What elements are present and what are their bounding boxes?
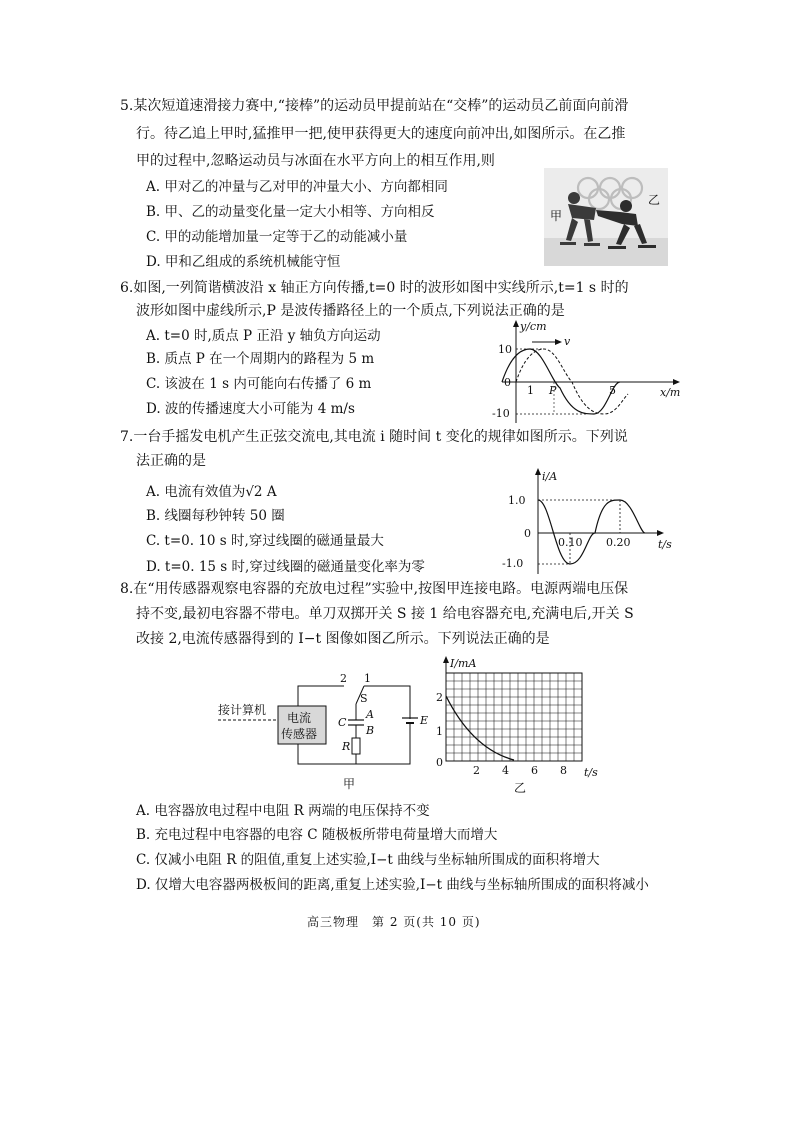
q5-option-d: D. 甲和乙组成的系统机械能守恒	[146, 254, 341, 270]
current-origin: 0	[524, 527, 531, 540]
wave-graph	[488, 318, 688, 428]
q7-line-2: 法正确的是	[136, 453, 206, 469]
q5-option-b: B. 甲、乙的动量变化量一定大小相等、方向相反	[146, 204, 435, 220]
q5-line-3: 甲的过程中,忽略运动员与冰面在水平方向上的相互作用,则	[136, 153, 495, 169]
q6-option-a: A. t=0 时,质点 P 正沿 y 轴负方向运动	[146, 328, 381, 344]
current-t1: 0.10	[558, 536, 583, 549]
page-footer: 高三物理 第 2 页(共 10 页)	[307, 915, 481, 929]
capacitor-label: C	[338, 716, 347, 729]
discharge-x-6: 6	[531, 764, 538, 777]
q7-option-d: D. t=0. 15 s 时,穿过线圈的磁通量变化率为零	[146, 559, 425, 575]
terminal-2-label: 2	[340, 672, 347, 685]
discharge-x-4: 4	[502, 764, 509, 777]
q6-line-1: 6.如图,一列简谐横波沿 x 轴正方向传播,t=0 时的波形如图中实线所示,t=1 s 时的	[120, 280, 629, 296]
discharge-graph	[418, 656, 604, 796]
q7-option-b: B. 线圈每秒钟转 50 圈	[146, 508, 285, 524]
q5-line-2: 行。待乙追上甲时,猛推甲一把,使甲获得更大的速度向前冲出,如图所示。在乙推	[136, 126, 626, 142]
q7-line-1: 7.一台手摇发电机产生正弦交流电,其电流 i 随时间 t 变化的规律如图所示。下列说	[120, 429, 628, 445]
wave-y-bottom: -10	[492, 407, 510, 420]
photo-label-yi: 乙	[648, 193, 661, 207]
circuit-diagram	[218, 668, 438, 794]
discharge-y-2: 2	[436, 691, 443, 704]
sensor-label-2: 传感器	[281, 727, 318, 741]
q6-option-d: D. 波的传播速度大小可能为 4 m/s	[146, 401, 355, 417]
photo-label-jia: 甲	[550, 209, 563, 223]
wave-x-axis-label: x/m	[660, 386, 681, 399]
wave-velocity-label: v	[564, 335, 571, 348]
current-y-bottom: -1.0	[502, 557, 524, 570]
current-y-top: 1.0	[508, 494, 526, 507]
q7-option-c: C. t=0. 10 s 时,穿过线圈的磁通量最大	[146, 533, 384, 549]
circuit-computer-label: 接计算机	[218, 703, 267, 717]
discharge-caption: 乙	[514, 781, 527, 795]
resistor	[352, 738, 360, 754]
discharge-curve	[446, 696, 514, 760]
wave-point-p: P	[549, 384, 557, 397]
wave-x-5: 5	[609, 384, 616, 397]
q5-line-1: 5.某次短道速滑接力赛中,“接棒”的运动员甲提前站在“交棒”的运动员乙前面向前滑	[120, 98, 629, 114]
q7-option-a: A. 电流有效值为√2 A	[146, 484, 277, 500]
sensor-label-1: 电流	[287, 711, 312, 725]
discharge-x-2: 2	[473, 764, 480, 777]
discharge-origin: 0	[436, 756, 443, 769]
q8-option-c: C. 仅减小电阻 R 的阻值,重复上述实验,I−t 曲线与坐标轴所围成的面积将增大	[136, 852, 600, 868]
plate-a-label: A	[366, 708, 374, 721]
plate-b-label: B	[366, 724, 375, 737]
q8-line-2: 持不变,最初电容器不带电。单刀双掷开关 S 接 1 给电容器充电,充满电后,开关 S	[136, 606, 634, 622]
wave-y-top: 10	[498, 343, 512, 356]
discharge-x-axis-label: t/s	[584, 766, 598, 779]
current-y-axis-label: i/A	[542, 470, 558, 483]
terminal-1-label: 1	[364, 672, 371, 685]
discharge-y-1: 1	[436, 725, 443, 738]
wave-origin: 0	[504, 376, 511, 389]
wave-x-1: 1	[527, 384, 534, 397]
circuit-caption: 甲	[343, 777, 356, 791]
discharge-x-8: 8	[560, 764, 567, 777]
current-sine-curve	[538, 500, 645, 564]
discharge-y-axis-label: I/mA	[450, 657, 477, 670]
skaters-photo	[544, 168, 668, 266]
q6-option-c: C. 该波在 1 s 内可能向右传播了 6 m	[146, 376, 372, 392]
q5-option-a: A. 甲对乙的冲量与乙对甲的冲量大小、方向都相同	[146, 179, 448, 195]
q5-option-c: C. 甲的动能增加量一定等于乙的动能减小量	[146, 229, 408, 245]
resistor-label: R	[342, 740, 351, 753]
battery-label: E	[420, 714, 429, 727]
q6-line-2: 波形如图中虚线所示,P 是波传播路径上的一个质点,下列说法正确的是	[136, 303, 565, 319]
current-graph	[500, 466, 680, 578]
current-x-axis-label: t/s	[658, 538, 672, 551]
current-t2: 0.20	[606, 536, 631, 549]
wave-y-axis-label: y/cm	[520, 320, 547, 333]
switch-label: S	[360, 692, 368, 705]
q8-line-1: 8.在“用传感器观察电容器的充放电过程”实验中,按图甲连接电路。电源两端电压保	[120, 581, 629, 597]
q8-option-d: D. 仅增大电容器两极板间的距离,重复上述实验,I−t 曲线与坐标轴所围成的面积将减小	[136, 877, 649, 893]
q6-option-b: B. 质点 P 在一个周期内的路程为 5 m	[146, 351, 375, 367]
q8-option-a: A. 电容器放电过程中电阻 R 两端的电压保持不变	[136, 803, 430, 819]
q8-option-b: B. 充电过程中电容器的电容 C 随极板所带电荷量增大而增大	[136, 827, 498, 843]
q8-line-3: 改接 2,电流传感器得到的 I−t 图像如图乙所示。下列说法正确的是	[136, 631, 550, 647]
